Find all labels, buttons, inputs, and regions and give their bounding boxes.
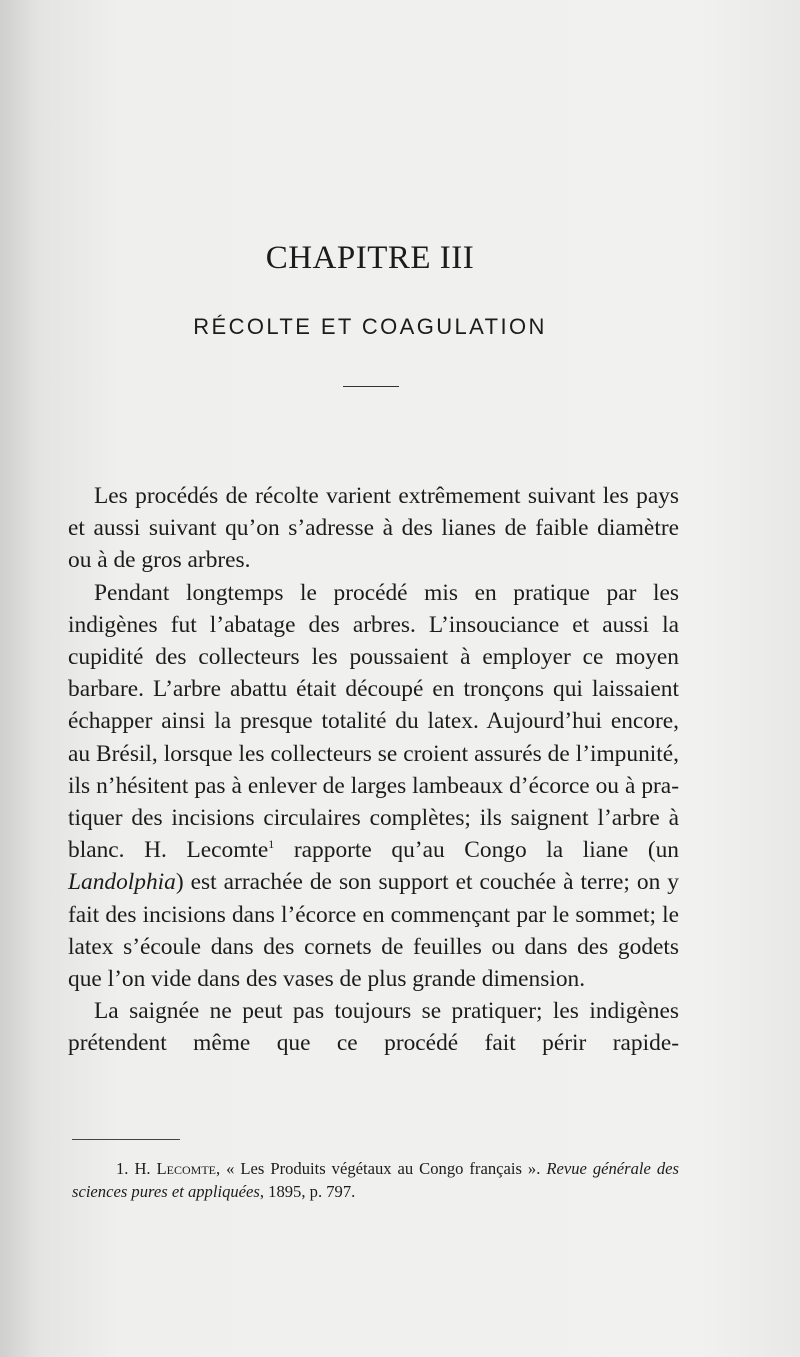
chapter-title: CHAPITRE III <box>265 240 475 276</box>
footnote <box>72 1157 679 1203</box>
paragraph-3: La saignée ne peut pas toujours se pratiquer; les indigènes prétendent même que ce procédé fait périr rapide- <box>68 998 679 1057</box>
paragraph-2-part-c: ) est arrachée de son support et couchée à terre; on y fait des incisions dans l’écorce en commençant par le sommet; le latex s’écoule dans des cornets de feuilles ou dans des godets que l’on vide dans des vases de plus grande dimension. <box>68 869 679 993</box>
footnote-reference-details: , 1895, p. 797. <box>259 1182 356 1201</box>
footnote-number: 1. <box>116 1159 129 1178</box>
footnote-reference: 1 <box>268 837 275 852</box>
footnote-author: H. Lecomte <box>134 1159 217 1178</box>
paragraph-1: Les procédés de récolte varient extrêmement suivant les pays et aussi suivant qu’on s’adresse à des lianes de faible diamètre ou à de gros arbres. <box>68 483 679 574</box>
paragraph-2-part-b: rapporte qu’au Congo la liane (un <box>274 837 679 864</box>
body-text <box>68 480 679 1060</box>
paragraph-2-part-a: Pendant longtemps le procédé mis en pratique par les indigènes fut l’abatage des arbres. L’insouciance et aussi la cupidité des collecteurs les poussaient à employer ce moyen barbare. L’arbre abattu était découpé en tronçons qui laissaient échapper ainsi la presque totalité du latex. Aujourd’hui encore, au Brésil, lorsque les collecteurs se croient assurés de l’impunité, ils n’hésitent pas à enlever de larges lambeaux d’écorce ou à pratiquer des incisions circulaires complètes; ils saignent l’arbre à blanc. H. Lecomte <box>68 579 679 864</box>
title-divider <box>343 386 399 387</box>
species-name: Landolphia <box>68 869 176 896</box>
paragraph-2 <box>68 577 679 996</box>
footnote-divider <box>72 1139 180 1140</box>
section-title: RÉCOLTE ET COAGULATION <box>193 314 547 339</box>
footnote-journal: Revue générale des sciences pures et appliquées <box>72 1159 679 1201</box>
footnote-text: , « Les Produits végétaux au Congo français ». <box>216 1159 547 1178</box>
